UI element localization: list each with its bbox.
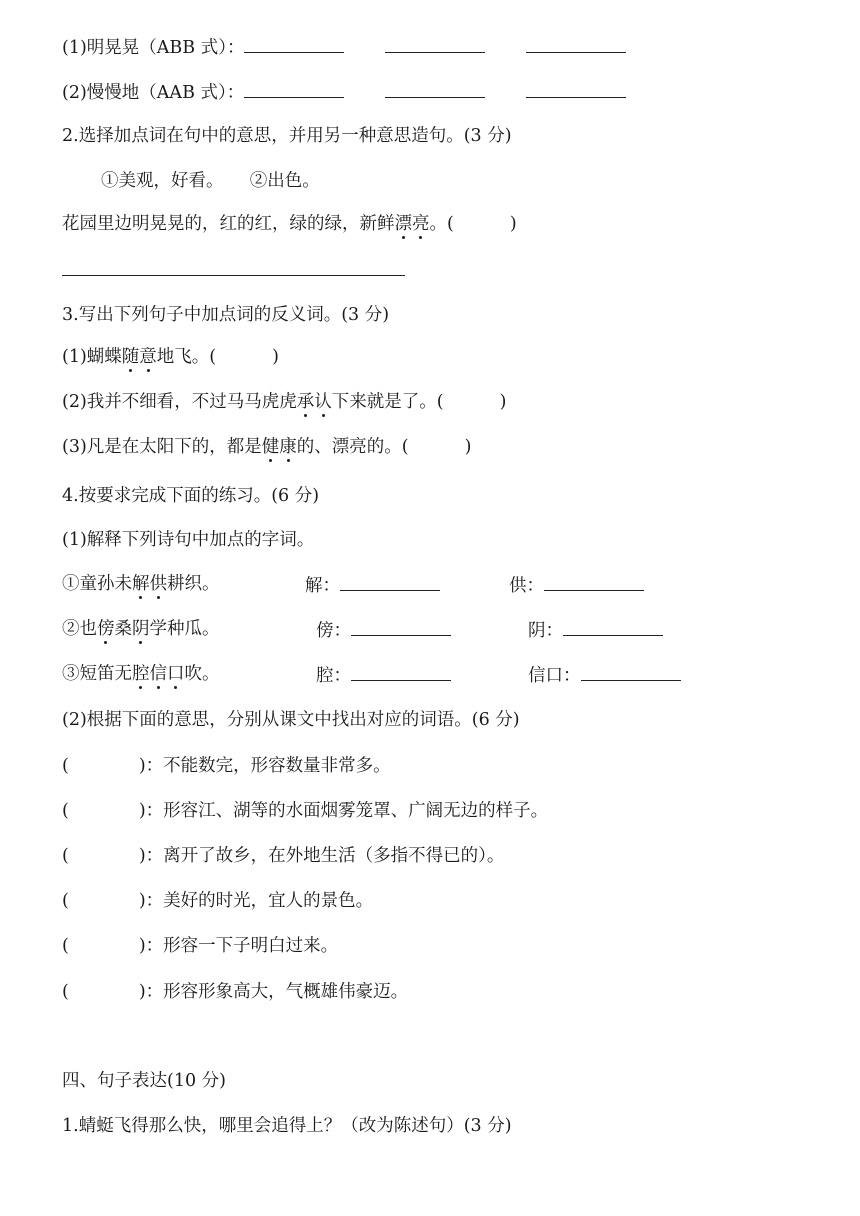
poem-line-1: ①童孙未解供耕织。 (62, 574, 220, 594)
dotted-char: 健 (261, 437, 280, 457)
dotted-char: 口 (167, 664, 185, 684)
definition-row: ( )：美好的时光，宜人的景色。 (62, 891, 374, 911)
answer-blank[interactable] (340, 572, 440, 591)
section-4-heading: 四、句子表达(10 分) (62, 1071, 226, 1091)
dotted-char: 供 (149, 574, 167, 594)
q3-sentence-1: (1)蝴蝶随意地飞。( ) (62, 347, 279, 367)
poem-line-3: ③短笛无腔信口吹。 (62, 664, 220, 684)
dotted-char: 随 (121, 347, 140, 367)
definition-row: ( )：形容形象高大，气概雄伟豪迈。 (62, 982, 409, 1002)
poem-1-answer-a: 解： (305, 572, 440, 598)
aab-label: (2)慢慢地（AAB 式）： (62, 83, 245, 103)
q3-title: 3.写出下列句子中加点词的反义词。(3 分) (62, 305, 390, 325)
aab-row (62, 79, 626, 105)
definition-row: ( )：不能数完，形容数量非常多。 (62, 756, 391, 776)
definition-row: ( )：形容一下子明白过来。 (62, 936, 339, 956)
dotted-char: 意 (139, 347, 157, 367)
answer-blank[interactable] (544, 572, 644, 591)
q3-sentence-3: (3)凡是在太阳下的，都是健康的、漂亮的。( ) (62, 437, 472, 457)
dotted-char: 阴 (132, 619, 150, 639)
q2-sentence: 花园里边明晃晃的，红的红，绿的绿，新鲜漂亮。( ) (62, 214, 517, 234)
dotted-char: 漂 (394, 214, 412, 234)
q4-title: 4.按要求完成下面的练习。(6 分) (62, 486, 320, 506)
dotted-char: 解 (132, 574, 150, 594)
definition-row: ( )：离开了故乡，在外地生活（多指不得已的）。 (62, 846, 505, 866)
poem-3-answer-a: 腔： (316, 662, 451, 688)
dotted-char: 认 (314, 392, 332, 412)
definition-row: ( )：形容江、湖等的水面烟雾笼罩、广阔无边的样子。 (62, 801, 549, 821)
poem-3-answer-b: 信口： (528, 662, 681, 688)
poem-2-answer-a: 傍： (316, 617, 451, 643)
abb-blank-3[interactable] (526, 34, 626, 53)
poem-line-2: ②也傍桑阴学种瓜。 (62, 619, 220, 639)
dotted-char: 信 (149, 664, 167, 684)
dotted-char: 康 (279, 437, 297, 457)
q4-sub1-title: (1)解释下列诗句中加点的字词。 (62, 530, 315, 550)
answer-blank[interactable] (351, 662, 451, 681)
aab-blank-2[interactable] (385, 79, 485, 98)
dotted-char: 亮 (412, 214, 430, 234)
poem-2-answer-b: 阴： (528, 617, 663, 643)
abb-label: (1)明晃晃（ABB 式）： (62, 38, 245, 58)
q2-options: ①美观，好看。 ②出色。 (101, 171, 320, 191)
poem-1-answer-b: 供： (509, 572, 644, 598)
sentence-answer-line[interactable] (62, 275, 405, 276)
dotted-char: 傍 (97, 619, 115, 639)
aab-blank-3[interactable] (526, 79, 626, 98)
aab-blank-1[interactable] (244, 79, 344, 98)
abb-row (62, 34, 626, 60)
abb-blank-1[interactable] (244, 34, 344, 53)
answer-blank[interactable] (351, 617, 451, 636)
dotted-char: 腔 (132, 664, 150, 684)
dotted-char: 承 (296, 392, 315, 412)
section-4-q1: 1.蜻蜓飞得那么快，哪里会追得上？（改为陈述句）(3 分) (62, 1116, 512, 1136)
q4-sub2-title: (2)根据下面的意思，分别从课文中找出对应的词语。(6 分) (62, 710, 520, 730)
q2-title: 2.选择加点词在句中的意思，并用另一种意思造句。(3 分) (62, 126, 512, 146)
answer-blank[interactable] (581, 662, 681, 681)
answer-blank[interactable] (563, 617, 663, 636)
q3-sentence-2: (2)我并不细看，不过马马虎虎承认下来就是了。( ) (62, 392, 507, 412)
abb-blank-2[interactable] (385, 34, 485, 53)
